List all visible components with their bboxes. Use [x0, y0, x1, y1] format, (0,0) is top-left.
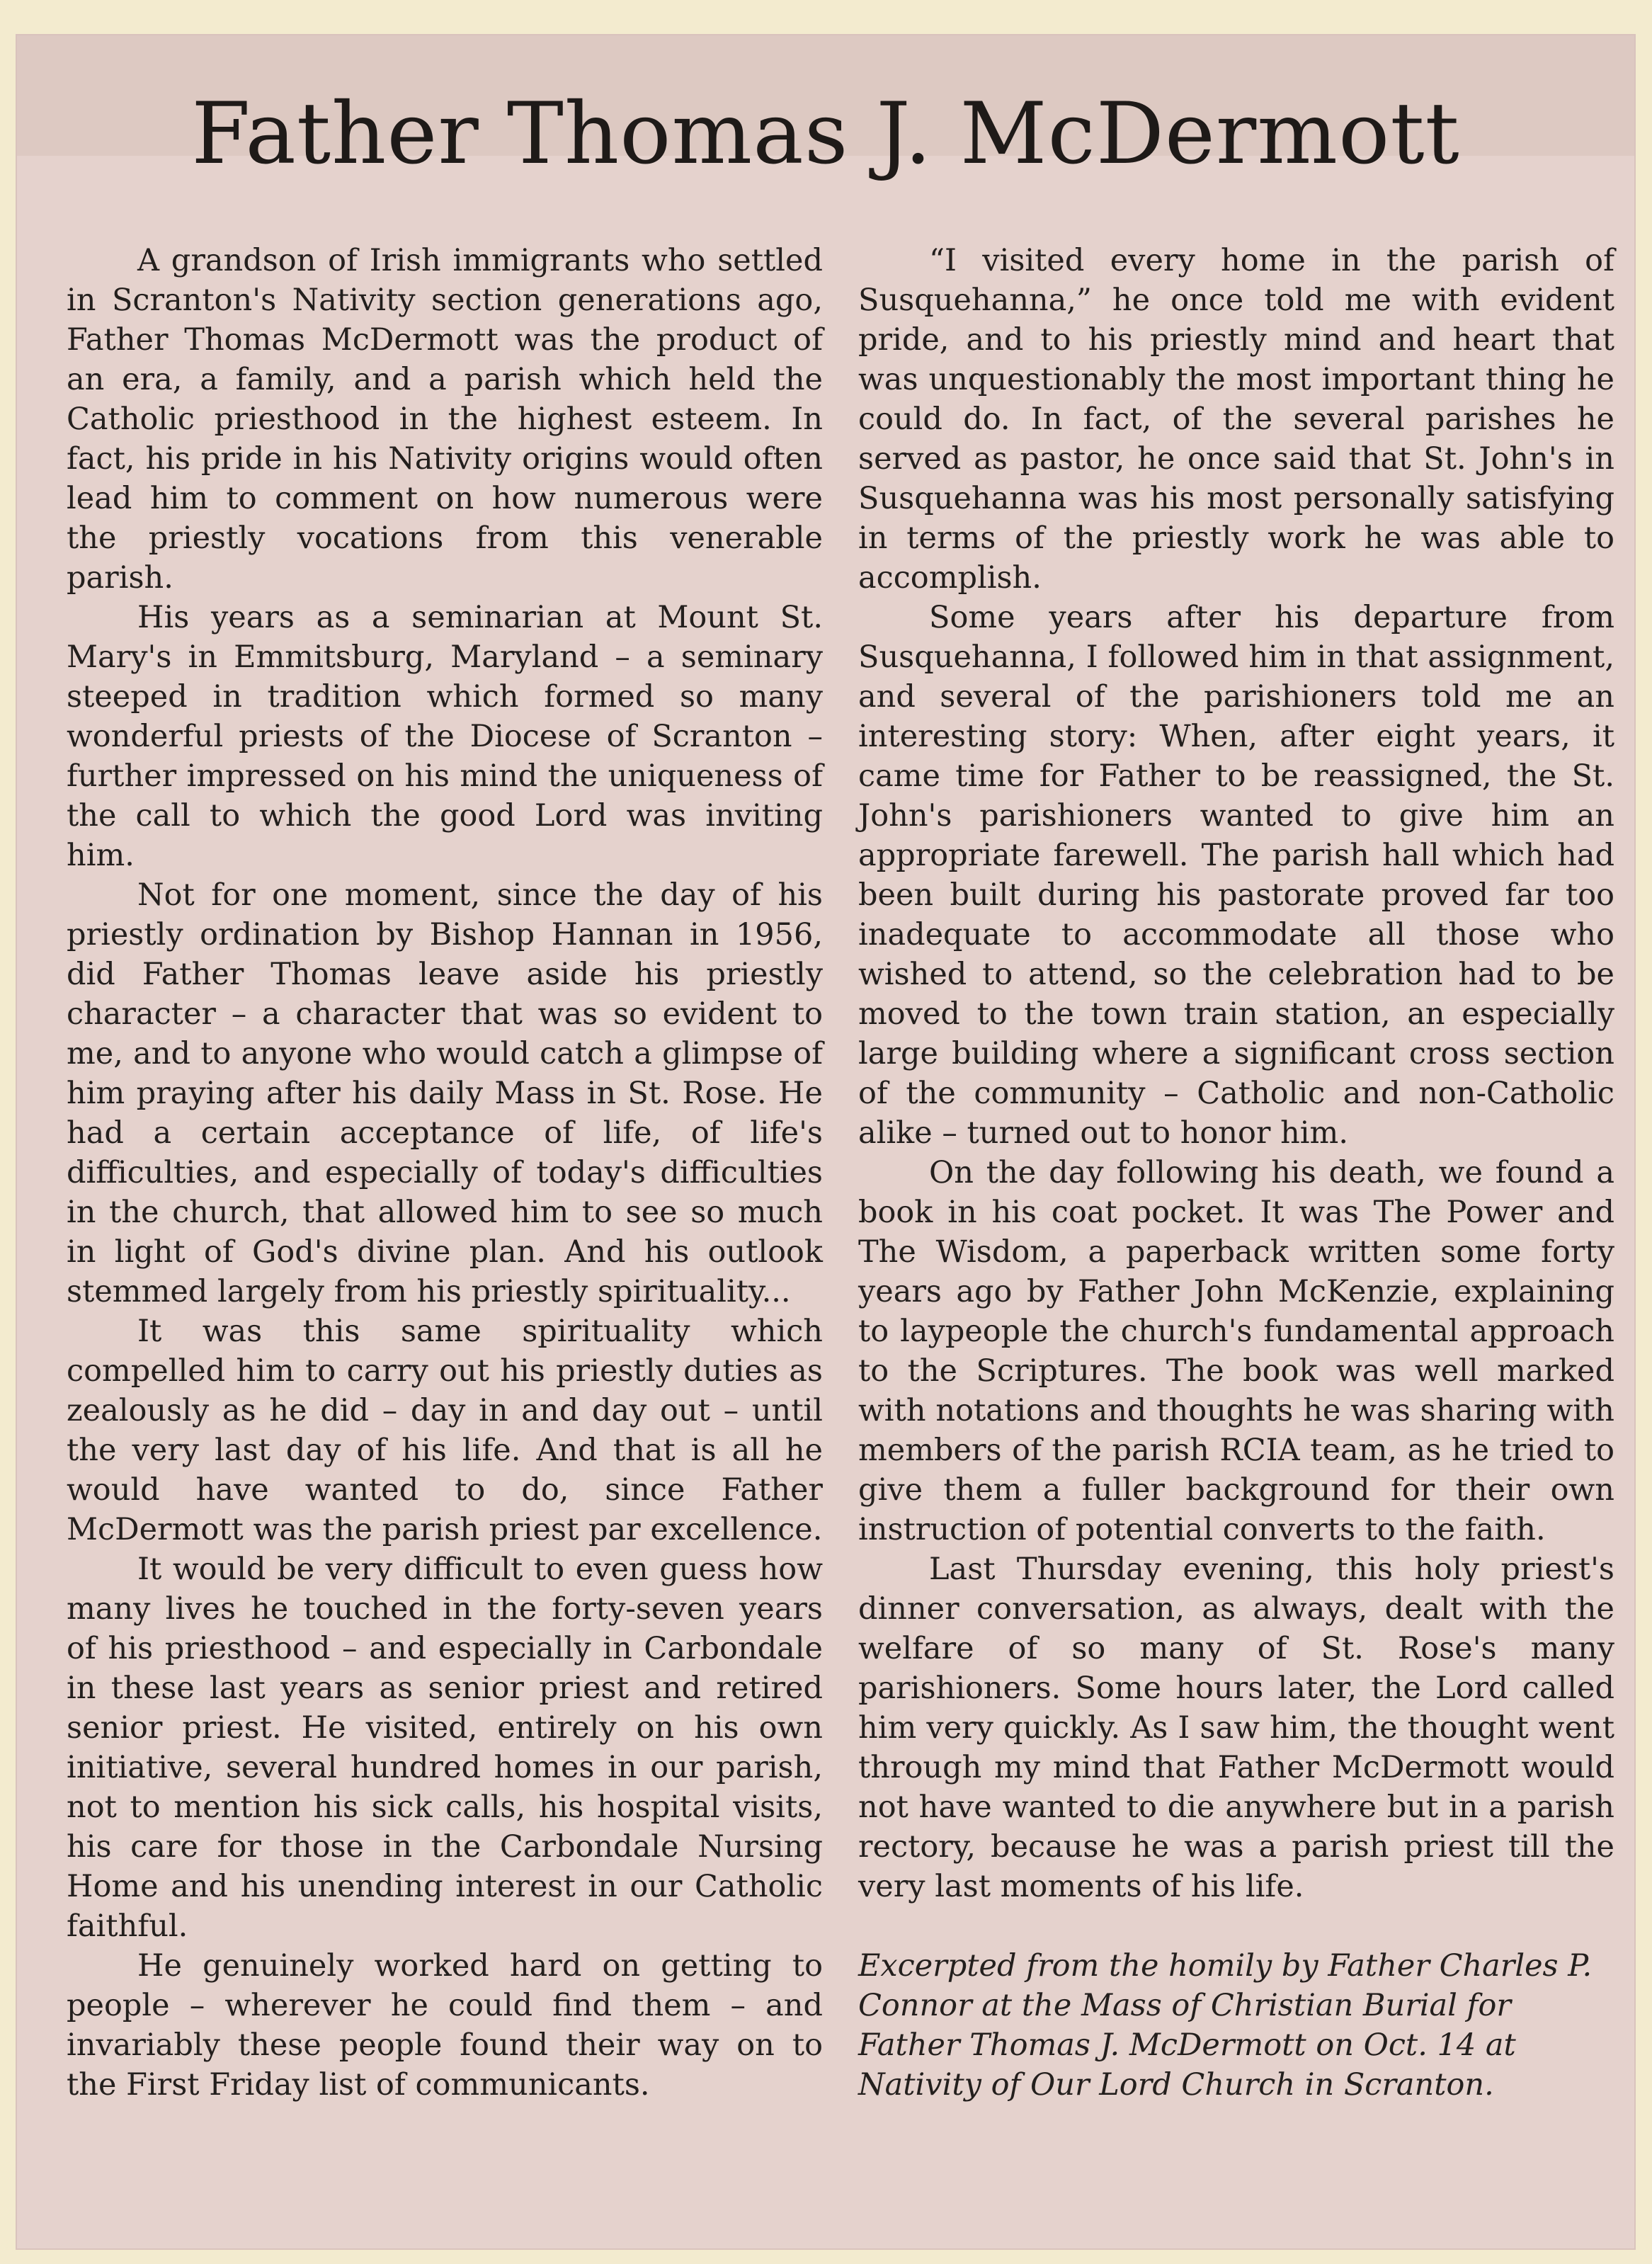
paragraph: He genuinely worked hard on getting to people – wherever he could find them – and invariably these people found their way on to the First Friday list of communicants. — [67, 1948, 823, 2103]
paragraph: His years as a seminarian at Mount St. Mary's in Emmitsburg, Maryland – a seminary steeped in tradition which formed so many wonderful priests of the Diocese of Scranton – further impressed on his mind the uniqueness of the call to which the good Lord was inviting him. — [67, 600, 823, 873]
paragraph: Last Thursday evening, this holy priest's dinner conversation, as always, dealt with the welfare of so many of St. Rose's many parishioners. Some hours later, the Lord called him very quickly. As I saw him, the thought went through my mind that Father McDermott would not have wanted to die anywhere but in a parish rectory, because he was a parish priest till the very last moments of his life. — [858, 1552, 1614, 1904]
paragraph: It would be very difficult to even guess how many lives he touched in the forty-seven years of his priesthood – and especially in Carbondale in these last years as senior priest and retired senior priest. He visited, entirely on his own initiative, several hundred homes in our parish, not to mention his sick calls, his hospital visits, his care for those in the Carbondale Nursing Home and his unending interest in our Catholic faithful. — [67, 1552, 823, 1944]
homily-credit: Excerpted from the homily by Father Charles P. Connor at the Mass of Christian Burial for Father Thomas J. McDermott on Oct. 14 at Nativity of Our Lord Church in Scranton. — [858, 1948, 1593, 2103]
paragraph: “I visited every home in the parish of Susquehanna,” he once told me with evident pride, and to his priestly mind and heart that was unquestionably the most important thing he could do. In fact, of the several parishes he served as pastor, he once said that St. John's in Susquehanna was his most personally satisfying in terms of the priestly work he was able to accomplish. — [858, 243, 1614, 596]
left-column — [67, 241, 823, 2105]
paragraph: Some years after his departure from Susquehanna, I followed him in that assignment, and several of the parishioners told me an interesting story: When, after eight years, it came time for Father to be reassigned, the St. John's parishioners wanted to give him an appropriate farewell. The parish hall which had been built during his pastorate proved far too inadequate to accommodate all those who wished to attend, so the celebration had to be moved to the town train station, an especially large building where a significant cross section of the community – Catholic and non-Catholic alike – turned out to honor him. — [858, 600, 1614, 1151]
article-title: Father Thomas J. McDermott — [191, 85, 1460, 183]
paragraph: Not for one moment, since the day of his priestly ordination by Bishop Hannan in 1956, did Father Thomas leave aside his priestly character – a character that was so evident to me, and to anyone who would catch a glimpse of him praying after his daily Mass in St. Rose. He had a certain acceptance of life, of life's difficulties, and especially of today's difficulties in the church, that allowed him to see so much in light of God's divine plan. And his outlook stemmed largely from his priestly spirituality... — [67, 877, 823, 1309]
paragraph: A grandson of Irish immigrants who settled in Scranton's Nativity section generations ago, Father Thomas McDermott was the product of an era, a family, and a parish which held the Catholic priesthood in the highest esteem. In fact, his pride in his Nativity origins would often lead him to comment on how numerous were the priestly vocations from this venerable parish. — [67, 243, 823, 596]
right-column — [858, 241, 1614, 2105]
paragraph: On the day following his death, we found a book in his coat pocket. It was The Power and The Wisdom, a paperback written some forty years ago by Father John McKenzie, explaining to laypeople the church's fundamental approach to the Scriptures. The book was well marked with notations and thoughts he was sharing with members of the parish RCIA team, as he tried to give them a fuller background for their own instruction of potential converts to the faith. — [858, 1155, 1614, 1547]
paragraph: It was this same spirituality which compelled him to carry out his priestly duties as zealously as he did – day in and day out – until the very last day of his life. And that is all he would have wanted to do, since Father McDermott was the parish priest par excellence. — [67, 1314, 823, 1547]
newspaper-clipping — [17, 35, 1634, 2248]
